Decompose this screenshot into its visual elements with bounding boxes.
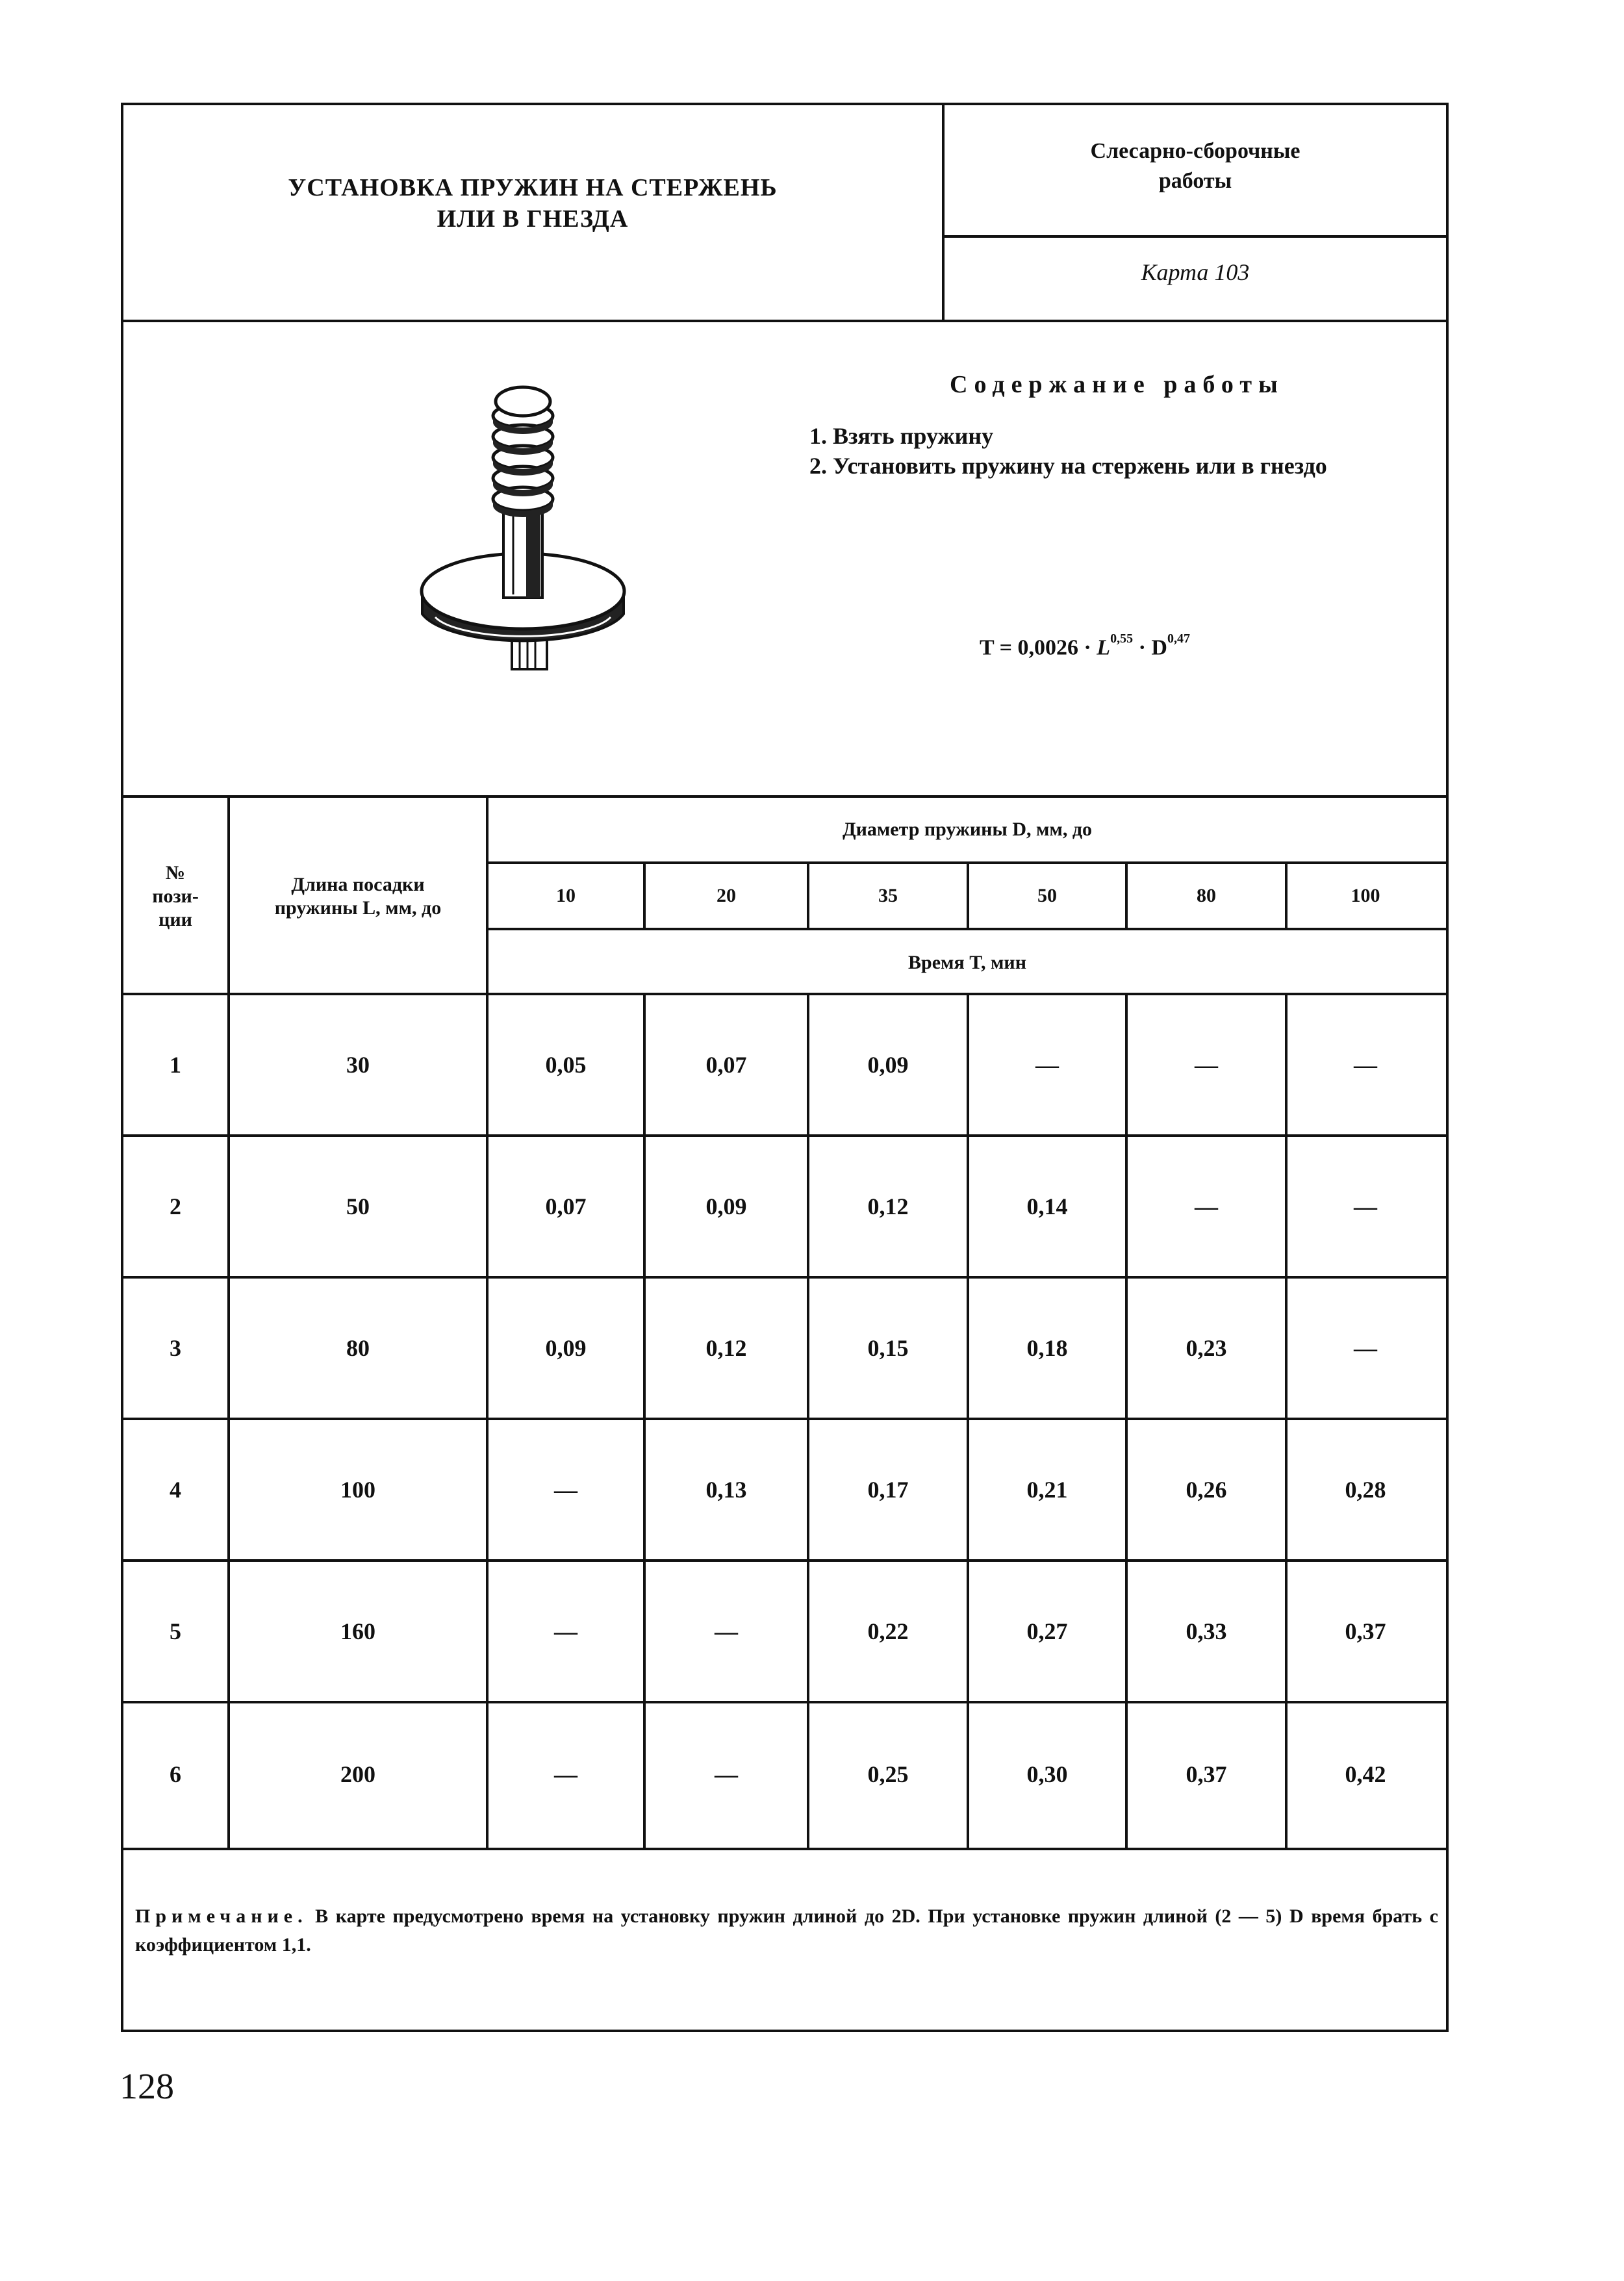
- time-value-cell: 0,21: [1026, 1477, 1068, 1503]
- diameter-header: Диаметр пружины D, мм, до: [842, 819, 1093, 840]
- time-value-cell: 0,13: [705, 1477, 747, 1503]
- time-value-cell: 0,18: [1026, 1335, 1068, 1361]
- diameter-value: 20: [717, 885, 736, 906]
- time-value-cell: —: [554, 1618, 577, 1644]
- page-number: 128: [120, 2067, 174, 2107]
- time-value-cell: 0,28: [1345, 1477, 1386, 1503]
- length-cell: 80: [346, 1335, 370, 1361]
- time-value-cell: 0,14: [1026, 1193, 1068, 1219]
- position-cell: 6: [170, 1761, 181, 1787]
- length-cell: 50: [346, 1193, 370, 1219]
- position-cell: 1: [170, 1052, 181, 1078]
- diameter-value: 35: [878, 885, 898, 906]
- col-header-length: Длина посадки пружины L, мм, до: [274, 874, 442, 919]
- time-value-cell: 0,42: [1345, 1761, 1386, 1787]
- time-value-cell: 0,09: [545, 1335, 587, 1361]
- header-divider: [121, 320, 1449, 322]
- time-value-cell: 0,22: [867, 1618, 909, 1644]
- time-formula: T = 0,0026 · L$^{0,55}$ · D$^{0,47}$: [980, 631, 1190, 660]
- time-value-cell: —: [1035, 1052, 1059, 1078]
- time-value-cell: 0,33: [1186, 1618, 1227, 1644]
- time-value-cell: 0,07: [705, 1052, 747, 1078]
- time-value-cell: 0,09: [705, 1193, 747, 1219]
- time-value-cell: 0,37: [1186, 1761, 1227, 1787]
- time-value-cell: 0,23: [1186, 1335, 1227, 1361]
- diameter-value: 50: [1037, 885, 1057, 906]
- time-value-cell: 0,09: [867, 1052, 909, 1078]
- diameter-value: 10: [556, 885, 576, 906]
- time-value-cell: 0,30: [1026, 1761, 1068, 1787]
- position-cell: 2: [170, 1193, 181, 1219]
- position-cell: 5: [170, 1618, 181, 1644]
- work-content-title: Содержание работы: [950, 371, 1284, 398]
- time-value-cell: 0,27: [1026, 1618, 1068, 1644]
- time-value-cell: 0,26: [1186, 1477, 1227, 1503]
- position-cell: 4: [170, 1477, 181, 1503]
- time-value-cell: 0,15: [867, 1335, 909, 1361]
- position-cell: 3: [170, 1335, 181, 1361]
- time-value-cell: —: [1354, 1193, 1377, 1219]
- time-value-cell: 0,05: [545, 1052, 587, 1078]
- col-header-position: № пози-ции: [152, 862, 199, 930]
- time-header: Время T, мин: [908, 952, 1026, 973]
- time-value-cell: —: [715, 1761, 738, 1787]
- length-cell: 200: [340, 1761, 375, 1787]
- spring-on-rod-illustration: [416, 377, 630, 682]
- length-cell: 100: [340, 1477, 375, 1503]
- time-value-cell: 0,17: [867, 1477, 909, 1503]
- time-value-cell: —: [1354, 1052, 1377, 1078]
- diameter-value: 80: [1197, 885, 1216, 906]
- table-note: Примечание. В карте предусмотрено время на установку пружин длиной до 2D. При установке пружин длиной (2 — 5) D время брать с коэффициентом 1,1.: [135, 1905, 1438, 1956]
- work-step: 2. Установить пружину на стержень или в гнездо: [809, 453, 1327, 479]
- page-title: УСТАНОВКА ПРУЖИН НА СТЕРЖЕНЬ ИЛИ В ГНЕЗДА: [288, 174, 778, 233]
- table-bottom-divider: [121, 1848, 1449, 1850]
- time-value-cell: 0,12: [705, 1335, 747, 1361]
- work-steps: [809, 421, 1327, 481]
- length-cell: 30: [346, 1052, 370, 1078]
- length-cell: 160: [340, 1618, 375, 1644]
- time-value-cell: 0,37: [1345, 1618, 1386, 1644]
- time-value-cell: —: [1195, 1193, 1218, 1219]
- time-value-cell: —: [1354, 1335, 1377, 1361]
- time-value-cell: —: [1195, 1052, 1218, 1078]
- time-value-cell: 0,12: [867, 1193, 909, 1219]
- work-category: Слесарно-сборочные работы: [1090, 139, 1300, 193]
- diameter-value: 100: [1351, 885, 1380, 906]
- category-divider: [942, 235, 1449, 238]
- time-value-cell: 0,25: [867, 1761, 909, 1787]
- time-value-cell: —: [715, 1618, 738, 1644]
- work-step: 1. Взять пружину: [809, 423, 994, 449]
- card-number: Карта 103: [1141, 259, 1250, 285]
- time-value-cell: —: [554, 1761, 577, 1787]
- time-value-cell: 0,07: [545, 1193, 587, 1219]
- time-value-cell: —: [554, 1477, 577, 1503]
- header-vertical-divider: [942, 103, 945, 322]
